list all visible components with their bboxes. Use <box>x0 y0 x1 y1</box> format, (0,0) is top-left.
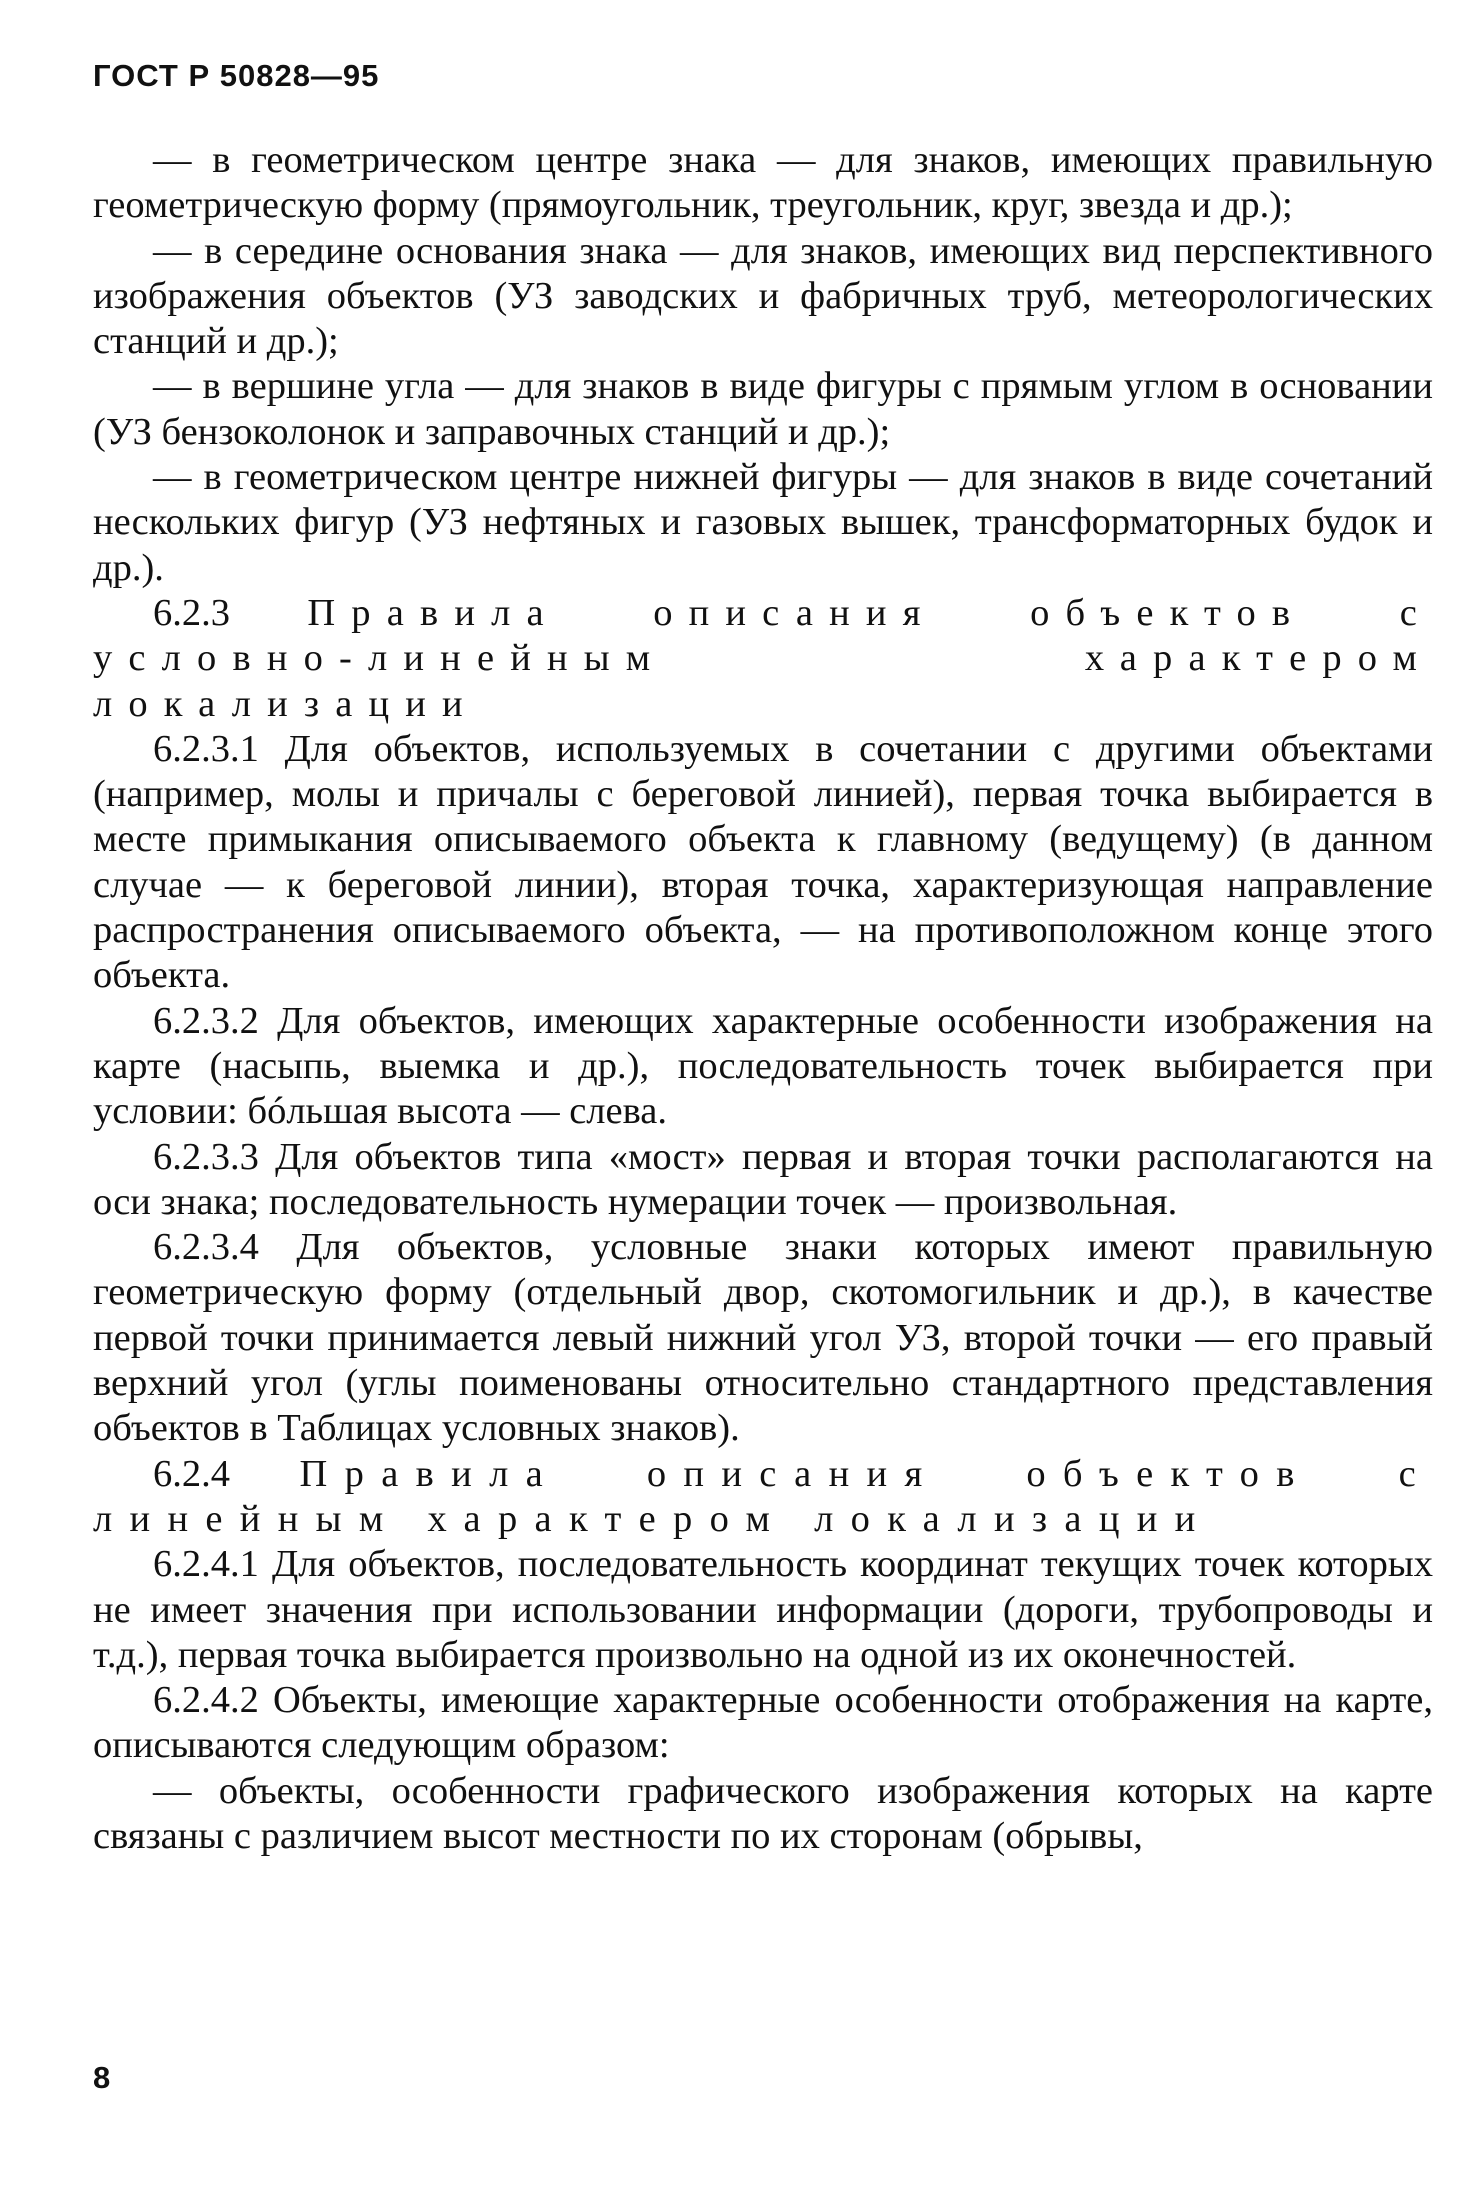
document-header: ГОСТ Р 50828—95 <box>93 58 380 93</box>
paragraph: — объекты, особенности графического изображения которых на карте связаны с различием высот местности по их сторонам (обрывы, <box>93 1769 1433 1857</box>
paragraph: — в середине основания знака — для знаков, имеющих вид перспективного изображения объектов (УЗ заводских и фабричных труб, метеорологических станций и др.); <box>93 229 1433 363</box>
paragraph: 6.2.4.1 Для объектов, последовательность координат текущих точек которых не имеет значения при использовании информации (дороги, трубопроводы и т.д.), первая точка выбирается произвольно на одной из их оконечностей. <box>93 1543 1433 1676</box>
document-body <box>93 138 1433 1859</box>
paragraph: 6.2.3.1 Для объектов, используемых в сочетании с другими объектами (например, молы и причалы с береговой линией), первая точка выбирается в месте примыкания описываемого объекта к главному (ведущему) (в данном случае — к береговой линии), вторая точка, характеризующая направление распространения описываемого объекта, — на противоположном конце этого объекта. <box>93 727 1433 997</box>
paragraph: 6.2.4.2 Объекты, имеющие характерные особенности отображения на карте, описываются следующим образом: <box>93 1679 1433 1767</box>
paragraph: — в геометрическом центре нижней фигуры — для знаков в виде сочетаний нескольких фигур (УЗ нефтяных и газовых вышек, трансформаторных будок и др.). <box>93 456 1433 589</box>
section-title: Правила описания объектов с условно-линейным характером локализации <box>93 591 1433 725</box>
section-number: 6.2.3 <box>153 591 230 634</box>
paragraph: — в вершине угла — для знаков в виде фигуры с прямым углом в основании (УЗ бензоколонок и заправочных станций и др.); <box>93 365 1433 453</box>
section-heading-6-2-4 <box>93 1452 1433 1543</box>
section-number: 6.2.4 <box>153 1452 230 1495</box>
paragraph: — в геометрическом центре знака — для знаков, имеющих правильную геометрическую форму (прямоугольник, треугольник, круг, звезда и др.); <box>93 139 1433 227</box>
paragraph: 6.2.3.3 Для объектов типа «мост» первая и вторая точки располагаются на оси знака; последовательность нумерации точек — произвольная. <box>93 1135 1433 1223</box>
section-title: Правила описания объектов с линейным характером локализации <box>93 1452 1433 1540</box>
page-number: 8 <box>93 2060 111 2095</box>
paragraph: 6.2.3.2 Для объектов, имеющих характерные особенности изображения на карте (насыпь, выемка и др.), последовательность точек выбирается при условии: бóльшая высота — слева. <box>93 999 1433 1133</box>
paragraph: 6.2.3.4 Для объектов, условные знаки которых имеют правильную геометрическую форму (отдельный двор, скотомогильник и др.), в качестве первой точки принимается левый нижний угол УЗ, второй точки — его правый верхний угол (углы поименованы относительно стандартного представления объектов в Таблицах условных знаков). <box>93 1226 1433 1450</box>
section-heading-6-2-3 <box>93 591 1433 727</box>
